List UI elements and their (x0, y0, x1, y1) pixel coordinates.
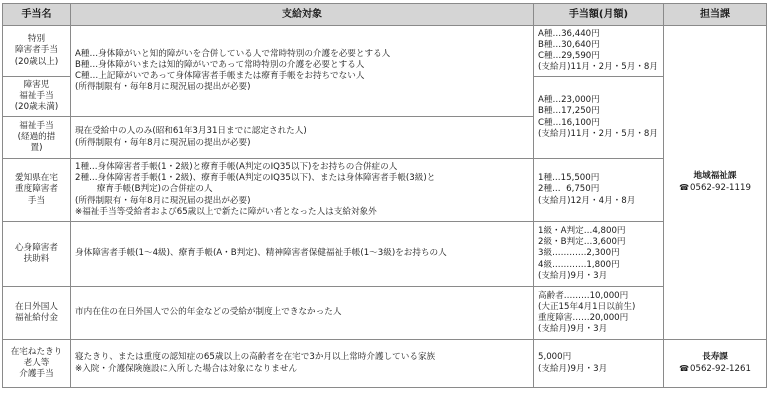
eligibility-description: 寝たきり、または重度の認知症の65歳以上の高齢者を在宅で3か月以上常時介護している家族 ※入院・介護保険施設に入所した場合は対象になりません (71, 340, 534, 388)
department-cell (664, 26, 767, 340)
allowance-name: 特別 障害者手当 (20歳以上) (3, 26, 71, 77)
monthly-amount: 高齢者………10,000円 (大正15年4月1日以前生) 重度障害……20,000円 (支給月)9月・3月 (534, 287, 664, 340)
allowance-table-wrapper (2, 3, 766, 388)
monthly-amount: A種…36,440円 B種…30,640円 C種…29,590円 (支給月)11月・2月・5月・8月 (534, 26, 664, 77)
monthly-amount: 1種…15,500円 2種… 6,750円 (支給月)12月・4月・8月 (534, 159, 664, 222)
table-row (3, 26, 767, 77)
eligibility-description: 身体障害者手帳(1〜4級)、療育手帳(A・B判定)、精神障害者保健福祉手帳(1〜3級)をお持ちの人 (71, 222, 534, 287)
monthly-amount: 5,000円 (支給月)9月・3月 (534, 340, 664, 388)
department-cell (664, 340, 767, 388)
table-row (3, 340, 767, 388)
department-phone: ☎0562-92-1119 (679, 183, 751, 193)
header-amount: 手当額(月額) (534, 4, 664, 26)
department-phone: ☎0562-92-1261 (679, 364, 751, 374)
eligibility-description: 1種…身体障害者手帳(1・2級)と療育手帳(A判定のIQ35以下)をお持ちの合併症の人 2種…身体障害者手帳(1・2級)、療育手帳(A判定のIQ35以下)、または身体障害者手帳(3級)と 療育手帳(B判定)の合併症の人 (所得制限有・毎年8月に現況届の提出が必要) ※福祉手当等受給者および65歳以上で新たに障がい者となった人は支給対象外 (71, 159, 534, 222)
header-target: 支給対象 (71, 4, 534, 26)
table-row (3, 222, 767, 287)
eligibility-description: 市内在住の在日外国人で公的年金などの受給が制度上できなかった人 (71, 287, 534, 340)
phone-icon: ☎ (679, 364, 690, 373)
header-dept: 担当課 (664, 4, 767, 26)
department-name: 地域福祉課 (693, 170, 737, 181)
table-row (3, 159, 767, 222)
allowance-table (2, 3, 767, 388)
department-name: 長寿課 (702, 351, 728, 362)
eligibility-description: A種…身体障がいと知的障がいを合併している人で常時特別の介護を必要とする人 B種…身体障がいまたは知的障がいであって常時特別の介護を必要とする人 C種…上記障がいであって身体障害者手帳または療育手帳をお持ちでない人 (所得制限有・毎年8月に現況届の提出が必要) (71, 26, 534, 117)
header-row (3, 4, 767, 26)
table-row (3, 287, 767, 340)
eligibility-description: 現在受給中の人のみ(昭和61年3月31日までに認定された人) (所得制限有・毎年8月に現況届の提出が必要) (71, 117, 534, 159)
allowance-name: 心身障害者 扶助料 (3, 222, 71, 287)
monthly-amount: A種…23,000円 B種…17,250円 C種…16,100円 (支給月)11月・2月・5月・8月 (534, 77, 664, 159)
header-name: 手当名 (3, 4, 71, 26)
monthly-amount: 1級・A判定…4,800円 2級・B判定…3,600円 3級…………2,300円 4級…………1,800円 (支給月)9月・3月 (534, 222, 664, 287)
allowance-name: 福祉手当 (経過的措 置) (3, 117, 71, 159)
phone-icon: ☎ (679, 183, 690, 192)
allowance-name: 在日外国人 福祉給付金 (3, 287, 71, 340)
allowance-name: 在宅ねたきり 老人等 介護手当 (3, 340, 71, 388)
allowance-name: 障害児 福祉手当 (20歳未満) (3, 77, 71, 117)
allowance-name: 愛知県在宅 重度障害者 手当 (3, 159, 71, 222)
